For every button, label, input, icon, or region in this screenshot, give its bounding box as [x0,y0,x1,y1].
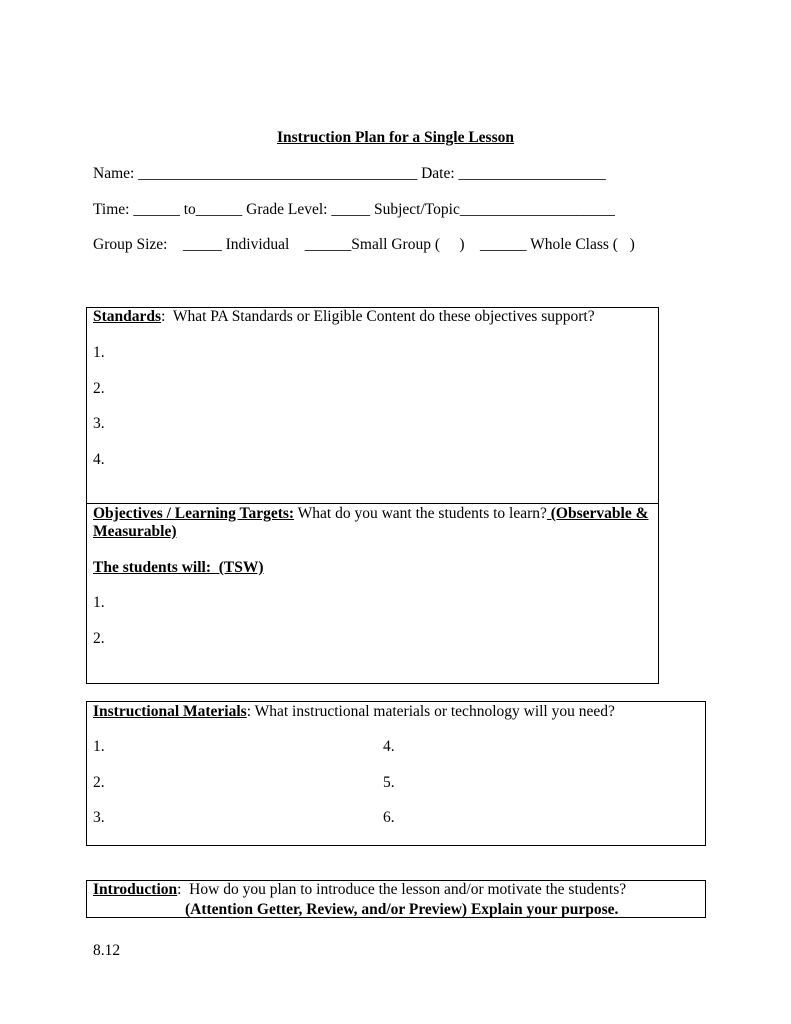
section-divider [86,503,659,504]
objectives-heading [93,506,649,522]
standards-item-1: 1. [93,344,105,361]
standards-item-3: 3. [93,415,105,432]
objectives-label: Objectives / Learning Targets: [93,505,295,522]
objectives-item-1: 1. [93,594,105,611]
page-title: Instruction Plan for a Single Lesson [277,129,514,146]
introduction-label: Introduction [93,881,178,898]
materials-question: : What instructional materials or technology will you need? [246,703,615,720]
objectives-emphasis-continued: Measurable) [93,523,177,540]
introduction-question: : How do you plan to introduce the lesson and/or motivate the students? [177,881,627,898]
materials-item-2: 2. [93,774,105,791]
standards-item-2: 2. [93,380,105,397]
standards-label: Standards [93,308,162,325]
standards-objectives-box [86,307,659,684]
tsw-heading: The students will: (TSW) [93,559,264,576]
standards-question: : What PA Standards or Eligible Content do these objectives support? [161,308,595,325]
objectives-emphasis: (Observable & [546,505,649,522]
introduction-heading [93,882,626,898]
objectives-item-2: 2. [93,630,105,647]
materials-heading [93,704,615,720]
materials-item-3: 3. [93,809,105,826]
standards-item-4: 4. [93,451,105,468]
group-size-line: Group Size: _____ Individual ______Small Group ( ) ______ Whole Class ( ) [93,236,635,253]
materials-label: Instructional Materials [93,703,247,720]
materials-item-4: 4. [383,738,395,755]
materials-item-5: 5. [383,774,395,791]
name-date-line: Name: ____________________________________ Date: ___________________ [93,165,606,182]
page-code: 8.12 [93,942,121,959]
materials-item-6: 6. [383,809,395,826]
materials-item-1: 1. [93,738,105,755]
standards-heading [93,309,595,325]
introduction-subtext: (Attention Getter, Review, and/or Preview) Explain your purpose. [185,901,619,918]
materials-box [86,701,706,846]
time-grade-subject-line: Time: ______ to______ Grade Level: _____ Subject/Topic____________________ [93,201,615,218]
objectives-question: What do you want the students to learn? [294,505,547,522]
